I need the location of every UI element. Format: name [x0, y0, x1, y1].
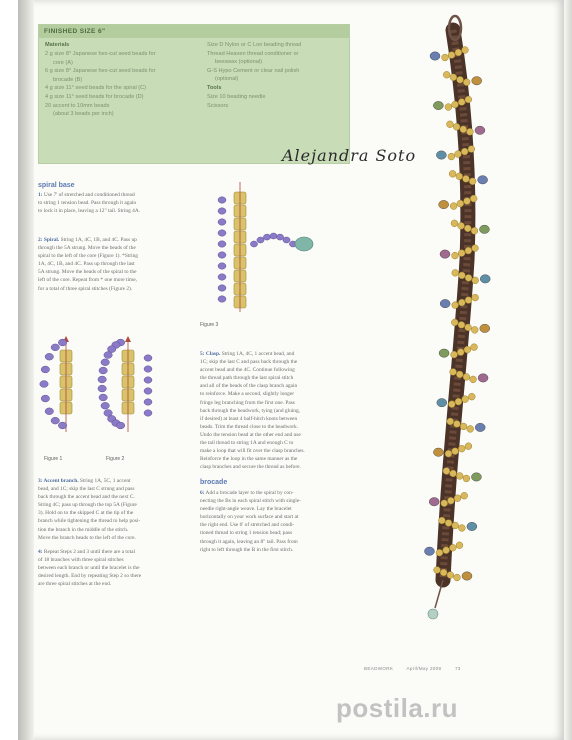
- step-line: Add a brocade layer to the spiral by con-: [204, 490, 294, 496]
- text-line: [200, 546, 301, 554]
- step-line: right to left through the B in the first stitch.: [200, 546, 294, 553]
- spiral-bead: [218, 241, 226, 247]
- gold-seed-bead: [464, 198, 471, 205]
- step-line: between each branch or until the bracelet is the: [38, 565, 140, 572]
- text-line: [200, 407, 305, 415]
- gold-seed-bead: [472, 294, 479, 301]
- branch-bead: [250, 241, 257, 247]
- text-line: [38, 517, 140, 525]
- gold-seed-bead: [455, 398, 462, 405]
- gold-seed-bead: [456, 542, 463, 549]
- text-line: [200, 463, 305, 471]
- gold-seed-bead: [471, 326, 478, 333]
- text-line: [38, 477, 140, 485]
- material-line: core (A): [53, 59, 73, 66]
- step-line: the thread path through the last spiral stitch: [200, 375, 294, 382]
- step-line: beads. Trim the thread close to the beadwork.: [200, 423, 299, 430]
- text-line: [200, 423, 305, 431]
- accent-bead: [440, 299, 450, 307]
- material-line: 6 g size 8° Japanese hex-cut seed beads for: [45, 68, 156, 75]
- step-line: Move the branch beads to the left of the core.: [38, 534, 136, 541]
- spiral-bead: [41, 395, 49, 402]
- text-line: [200, 489, 301, 497]
- text-line: [38, 260, 138, 268]
- gold-seed-bead: [461, 148, 468, 155]
- text-line: [38, 236, 138, 244]
- figure-2-label: Figure 2: [106, 456, 125, 462]
- step-line: needle right-angle weave. Lay the bracelet: [200, 506, 292, 513]
- text-line: [200, 455, 305, 463]
- step-line: of 18 branches with three spiral stitches: [38, 557, 124, 564]
- gold-seed-bead: [458, 299, 465, 306]
- gold-seed-bead: [452, 302, 459, 309]
- section-heading-spiral-base: spiral base: [38, 182, 75, 189]
- material-line: Size 10 beading needle: [207, 93, 266, 100]
- clasp-bead: [428, 609, 438, 619]
- accent-bead: [439, 200, 449, 208]
- gold-seed-bead: [463, 79, 470, 86]
- gold-seed-bead: [471, 227, 478, 234]
- gold-seed-bead: [465, 96, 472, 103]
- finished-size-header: FINISHED SIZE 6": [39, 25, 349, 38]
- text-line: [38, 526, 140, 534]
- spiral-bead: [144, 366, 152, 372]
- accent-bead: [433, 101, 443, 109]
- accent-bead: [439, 349, 449, 357]
- tools-subheading: Tools: [207, 84, 222, 91]
- gold-seed-bead: [467, 128, 474, 135]
- tools-list: [207, 93, 345, 110]
- gold-seed-bead: [447, 572, 454, 579]
- material-line: 20 accent to 10mm beads: [45, 102, 110, 109]
- material-line: brocade (B): [53, 76, 83, 83]
- text-line: [38, 244, 138, 252]
- gold-seed-bead: [450, 369, 457, 376]
- branch-bead: [270, 233, 277, 239]
- step-line: Reinforce the loop in the same manner as the: [200, 456, 298, 463]
- gold-seed-bead: [451, 220, 458, 227]
- gold-seed-bead: [455, 49, 462, 56]
- step-line: bead, and 1C; skip the last C strung and pass: [38, 486, 135, 493]
- material-line: (optional): [215, 76, 239, 83]
- step-line: to string 1 tension bead. Pass through it again: [38, 200, 137, 207]
- gold-seed-bead: [453, 421, 460, 428]
- text-line: [200, 382, 305, 390]
- accent-bead: [479, 225, 489, 233]
- gold-seed-bead: [436, 549, 443, 556]
- step-line: String 4C; pass up through the top 5A (Figure: [38, 502, 137, 509]
- step-number: 2: Spiral.: [38, 237, 60, 243]
- gold-seed-bead: [452, 448, 459, 455]
- spiral-bead: [218, 285, 226, 291]
- gold-seed-bead: [447, 418, 454, 425]
- text-line: [38, 580, 141, 588]
- gold-seed-bead: [454, 495, 461, 502]
- gold-seed-bead: [465, 247, 472, 254]
- step-line: to reinforce. Make a second, slightly longer: [200, 391, 295, 398]
- accent-bead: [472, 77, 482, 85]
- material-line: (about 3 beads per inch): [53, 111, 114, 118]
- gold-seed-bead: [469, 178, 476, 185]
- spiral-bead: [58, 422, 66, 429]
- section-heading-brocade: brocade: [200, 479, 228, 486]
- accent-bead: [424, 547, 434, 555]
- accent-bead: [475, 126, 485, 134]
- spiral-bead: [218, 296, 226, 302]
- gold-seed-bead: [463, 475, 470, 482]
- page-edge: [564, 0, 572, 740]
- gold-seed-bead: [456, 371, 463, 378]
- accent-bead: [429, 498, 439, 506]
- gold-seed-bead: [445, 104, 452, 111]
- materials-list: [45, 50, 195, 119]
- spiral-bead: [218, 219, 226, 225]
- gold-seed-bead: [443, 468, 450, 475]
- gold-seed-bead: [452, 269, 459, 276]
- step-line: clasp branches and secure the thread as before.: [200, 464, 301, 471]
- step-line: are three spiral stitches at the end.: [38, 581, 112, 588]
- figure-1-label: Figure 1: [44, 456, 63, 462]
- step-line: 3). Hold on to the skipped C at the tip of the: [38, 510, 134, 517]
- spiral-bead: [104, 352, 112, 359]
- spiral-bead: [101, 359, 109, 366]
- spiral-bead: [218, 274, 226, 280]
- page-footer: [364, 666, 473, 671]
- accent-bead: [478, 176, 488, 184]
- step-2-text: [38, 236, 138, 293]
- step-line: 1A, 4C, 1B, and 4C. Pass up through the last: [38, 261, 135, 268]
- step-6-text: [200, 489, 301, 554]
- text-line: [200, 505, 301, 513]
- gold-seed-bead: [468, 393, 475, 400]
- step-number: 6:: [200, 490, 205, 496]
- text-line: [200, 513, 301, 521]
- figure-3-diagram: [208, 182, 318, 322]
- gold-seed-bead: [470, 195, 477, 202]
- text-line: [200, 415, 305, 423]
- branch-bead: [283, 237, 290, 243]
- text-line: [38, 199, 140, 207]
- text-line: [38, 556, 141, 564]
- text-line: [38, 207, 140, 215]
- text-line: [200, 366, 305, 374]
- arrow-head: [125, 336, 131, 342]
- gold-seed-bead: [458, 525, 465, 532]
- text-line: [38, 548, 141, 556]
- text-line: [38, 485, 140, 493]
- gold-seed-bead: [464, 346, 471, 353]
- text-line: [38, 572, 141, 580]
- step-line: horizontally on your work surface and start at: [200, 514, 299, 521]
- gold-seed-bead: [458, 99, 465, 106]
- gold-seed-bead: [434, 567, 441, 574]
- gold-seed-bead: [457, 76, 464, 83]
- gold-seed-bead: [452, 522, 459, 529]
- gold-seed-bead: [453, 123, 460, 130]
- materials-box: [38, 24, 350, 164]
- gold-seed-bead: [460, 423, 467, 430]
- text-line: [38, 276, 138, 284]
- step-4-text: [38, 548, 141, 588]
- materials-list-continued: [207, 41, 345, 84]
- text-line: [38, 268, 138, 276]
- gold-seed-bead: [458, 222, 465, 229]
- text-line: [38, 534, 140, 542]
- gold-seed-bead: [440, 569, 447, 576]
- spiral-bead: [58, 339, 66, 346]
- gold-seed-bead: [458, 250, 465, 257]
- gold-seed-bead: [468, 146, 475, 153]
- step-line: back through the accent bead and the next C.: [38, 494, 135, 501]
- gold-seed-bead: [471, 344, 478, 351]
- gold-seed-bead: [451, 319, 458, 326]
- step-number: 3: Accent branch.: [38, 478, 79, 484]
- accent-bead: [467, 522, 477, 530]
- step-line: left of the core. Repeat from * one more time,: [38, 277, 137, 284]
- material-line: Size D Nylon or C Lon beading thread: [207, 42, 302, 48]
- step-line: the tail thread to string 1A and enough C to: [200, 440, 294, 447]
- spiral-bead: [144, 388, 152, 394]
- spiral-bead: [116, 422, 124, 429]
- figure-3-beads: [218, 182, 313, 312]
- step-line: branch while tightening the thread to help posi-: [38, 518, 141, 525]
- spiral-bead: [101, 402, 109, 409]
- bracelet-photo: [375, 20, 545, 630]
- text-line: [200, 358, 305, 366]
- gold-seed-bead: [457, 200, 464, 207]
- gold-seed-bead: [465, 274, 472, 281]
- accent-bead: [433, 448, 443, 456]
- material-line: 4 g size 11° seed beads for brocade (D): [45, 93, 144, 100]
- gold-seed-bead: [461, 492, 468, 499]
- gold-seed-bead: [447, 121, 454, 128]
- step-line: Undo the tension bead at the other end and use: [200, 431, 301, 438]
- gold-seed-bead: [449, 170, 456, 177]
- spiral-bead: [45, 408, 53, 415]
- step-line: through it again, leaving an 8" tail. Pass from: [200, 538, 298, 545]
- gold-seed-bead: [458, 272, 465, 279]
- watermark-logo: postila.ru: [336, 693, 459, 723]
- material-line: Scissors: [207, 102, 229, 109]
- step-line: back through the beadwork, tying (and gluing,: [200, 407, 301, 414]
- step-line: spiral to the left of the core (Figure 1). *String: [38, 253, 139, 260]
- step-number: 1:: [38, 192, 43, 198]
- material-line: G-S Hypo Cement or clear nail polish: [207, 67, 300, 74]
- gold-seed-bead: [472, 245, 479, 252]
- step-line: make a loop that will fit over the clasp branches.: [200, 448, 305, 455]
- material-line: 2 g size 8° Japanese hex-cut seed beads for: [45, 51, 156, 57]
- spiral-bead: [218, 197, 226, 203]
- spiral-bead: [51, 344, 59, 351]
- gold-seed-bead: [458, 321, 465, 328]
- spiral-bead: [99, 394, 107, 401]
- accent-bead: [462, 572, 472, 580]
- material-line: beeswax (optional): [215, 59, 262, 66]
- step-line: String 1A, 4C, 1 accent bead, and: [220, 351, 295, 357]
- step-line: tion the branch in the middle of the stitch.: [38, 526, 129, 533]
- accent-bead: [430, 52, 440, 60]
- spiral-bead: [144, 410, 152, 416]
- accent-bead: [478, 374, 488, 382]
- text-line: [200, 431, 305, 439]
- gold-seed-bead: [442, 54, 449, 61]
- step-line: if desired) at least 4 half-hitch knots between: [200, 415, 298, 422]
- accent-bead: [295, 237, 313, 251]
- text-line: [200, 521, 301, 529]
- gold-seed-bead: [447, 497, 454, 504]
- step-line: necting the Bs in each spiral stitch with single-: [200, 498, 301, 505]
- step-line: Use 7' of stretched and conditioned thread: [42, 192, 135, 198]
- text-line: [200, 350, 305, 358]
- step-number: 4:: [38, 549, 43, 555]
- branch-bead: [257, 237, 264, 243]
- gold-seed-bead: [470, 376, 477, 383]
- text-line: [200, 538, 301, 546]
- gold-seed-bead: [438, 517, 445, 524]
- gold-seed-bead: [450, 203, 457, 210]
- step-line: Repeat Steps 2 and 3 until there are a total: [42, 549, 136, 555]
- text-line: [200, 390, 305, 398]
- accent-bead: [480, 324, 490, 332]
- gold-seed-bead: [448, 153, 455, 160]
- step-line: for a total of three spiral stitches (Figure 2).: [38, 285, 133, 292]
- accent-bead: [437, 398, 447, 406]
- step-line: 1C; skip the last C and pass back through the: [200, 359, 298, 366]
- spiral-bead: [144, 355, 152, 361]
- material-line: 4 g size 11° seed beads for the spiral (C): [45, 85, 147, 92]
- step-line: to lock it in place, leaving a 12" tail. String 4A.: [38, 208, 141, 215]
- gold-seed-bead: [463, 374, 470, 381]
- gold-seed-bead: [454, 574, 461, 581]
- text-line: [200, 374, 305, 382]
- gold-seed-bead: [445, 450, 452, 457]
- gold-seed-bead: [455, 151, 462, 158]
- gold-seed-bead: [448, 52, 455, 59]
- spiral-bead: [218, 252, 226, 258]
- step-3-text: [38, 477, 140, 542]
- gold-seed-bead: [443, 547, 450, 554]
- text-line: [38, 493, 140, 501]
- gold-seed-bead: [451, 351, 458, 358]
- beaded-spiral-bracelet: [424, 16, 490, 619]
- step-line: fringe leg branching from the first one. Pass: [200, 399, 295, 406]
- text-line: [200, 399, 305, 407]
- gold-seed-bead: [463, 175, 470, 182]
- gold-seed-bead: [443, 71, 450, 78]
- step-line: tioned thread to string 1 tension bead; pass: [200, 530, 293, 537]
- footer-magazine: BEADWORK: [364, 666, 394, 671]
- figure-1-2-beads: [40, 336, 152, 432]
- gold-seed-bead: [462, 396, 469, 403]
- step-line: desired length. End by repeating Step 2 so there: [38, 573, 142, 580]
- spiral-bead: [98, 376, 106, 383]
- gold-seed-bead: [472, 277, 479, 284]
- gold-seed-bead: [456, 173, 463, 180]
- branch-bead: [263, 234, 270, 240]
- accent-bead: [471, 473, 481, 481]
- text-line: [38, 285, 138, 293]
- gold-seed-bead: [450, 74, 457, 81]
- accent-bead: [440, 250, 450, 258]
- text-line: [38, 252, 138, 260]
- gold-seed-bead: [441, 500, 448, 507]
- step-line: 5A strung. Move the beads of the spiral to the: [38, 269, 137, 276]
- materials-subheading: Materials: [45, 42, 70, 48]
- spiral-bead: [144, 377, 152, 383]
- gold-seed-bead: [452, 252, 459, 259]
- spiral-bead: [40, 381, 48, 388]
- text-line: [38, 564, 141, 572]
- gold-seed-bead: [456, 473, 463, 480]
- spiral-bead: [99, 367, 107, 374]
- text-line: [200, 439, 305, 447]
- gold-seed-bead: [460, 126, 467, 133]
- accent-bead: [436, 151, 446, 159]
- step-line: String 1A, 5C, 1 accent: [78, 478, 131, 484]
- spiral-bead: [218, 208, 226, 214]
- spiral-bead: [98, 385, 106, 392]
- gold-seed-bead: [449, 544, 456, 551]
- material-line: Thread Heaven thread conditioner or: [207, 50, 299, 57]
- text-line: [200, 497, 301, 505]
- accent-bead: [480, 275, 490, 283]
- step-line: accent bead and the 4C. Continue following: [200, 367, 295, 374]
- spiral-bead: [218, 263, 226, 269]
- gold-seed-bead: [465, 324, 472, 331]
- gold-seed-bead: [448, 401, 455, 408]
- spiral-bead: [51, 417, 59, 424]
- gold-seed-bead: [467, 426, 474, 433]
- step-line: and all of the beads of the clasp branch again: [200, 383, 298, 390]
- text-line: [200, 529, 301, 537]
- text-line: [200, 447, 305, 455]
- spiral-bead: [218, 230, 226, 236]
- figure-1-2-diagram: [38, 336, 158, 446]
- page-spine-shadow: [18, 0, 34, 740]
- footer-page-number: 73: [454, 666, 461, 671]
- gold-seed-bead: [464, 225, 471, 232]
- footer-issue: April/May 2008: [406, 666, 442, 671]
- designer-credit: Alejandra Soto: [282, 146, 417, 165]
- materials-column-left: [45, 41, 195, 119]
- gold-seed-bead: [457, 349, 464, 356]
- spiral-bead: [41, 366, 49, 373]
- spiral-bead: [45, 353, 53, 360]
- gold-seed-bead: [465, 297, 472, 304]
- step-line: String 1A, 4C, 1B, and 4C. Pass up: [59, 237, 137, 243]
- gold-seed-bead: [465, 443, 472, 450]
- step-line: through the 5A strung. Move the beads of the: [38, 245, 136, 252]
- gold-seed-bead: [458, 445, 465, 452]
- text-line: [38, 501, 140, 509]
- text-line: [38, 191, 140, 199]
- text-line: [38, 509, 140, 517]
- spiral-bead: [144, 399, 152, 405]
- step-1-text: [38, 191, 140, 215]
- gold-seed-bead: [452, 101, 459, 108]
- step-number: 5: Clasp.: [200, 351, 221, 357]
- figure-3-label: Figure 3: [200, 322, 219, 328]
- materials-column-right: [207, 41, 345, 110]
- branch-bead: [276, 234, 283, 240]
- step-5-text: [200, 350, 305, 471]
- gold-seed-bead: [450, 470, 457, 477]
- gold-seed-bead: [462, 47, 469, 54]
- accent-bead: [475, 423, 485, 431]
- gold-seed-bead: [445, 520, 452, 527]
- step-line: the right end. Use 6' of stretched and condi-: [200, 522, 295, 529]
